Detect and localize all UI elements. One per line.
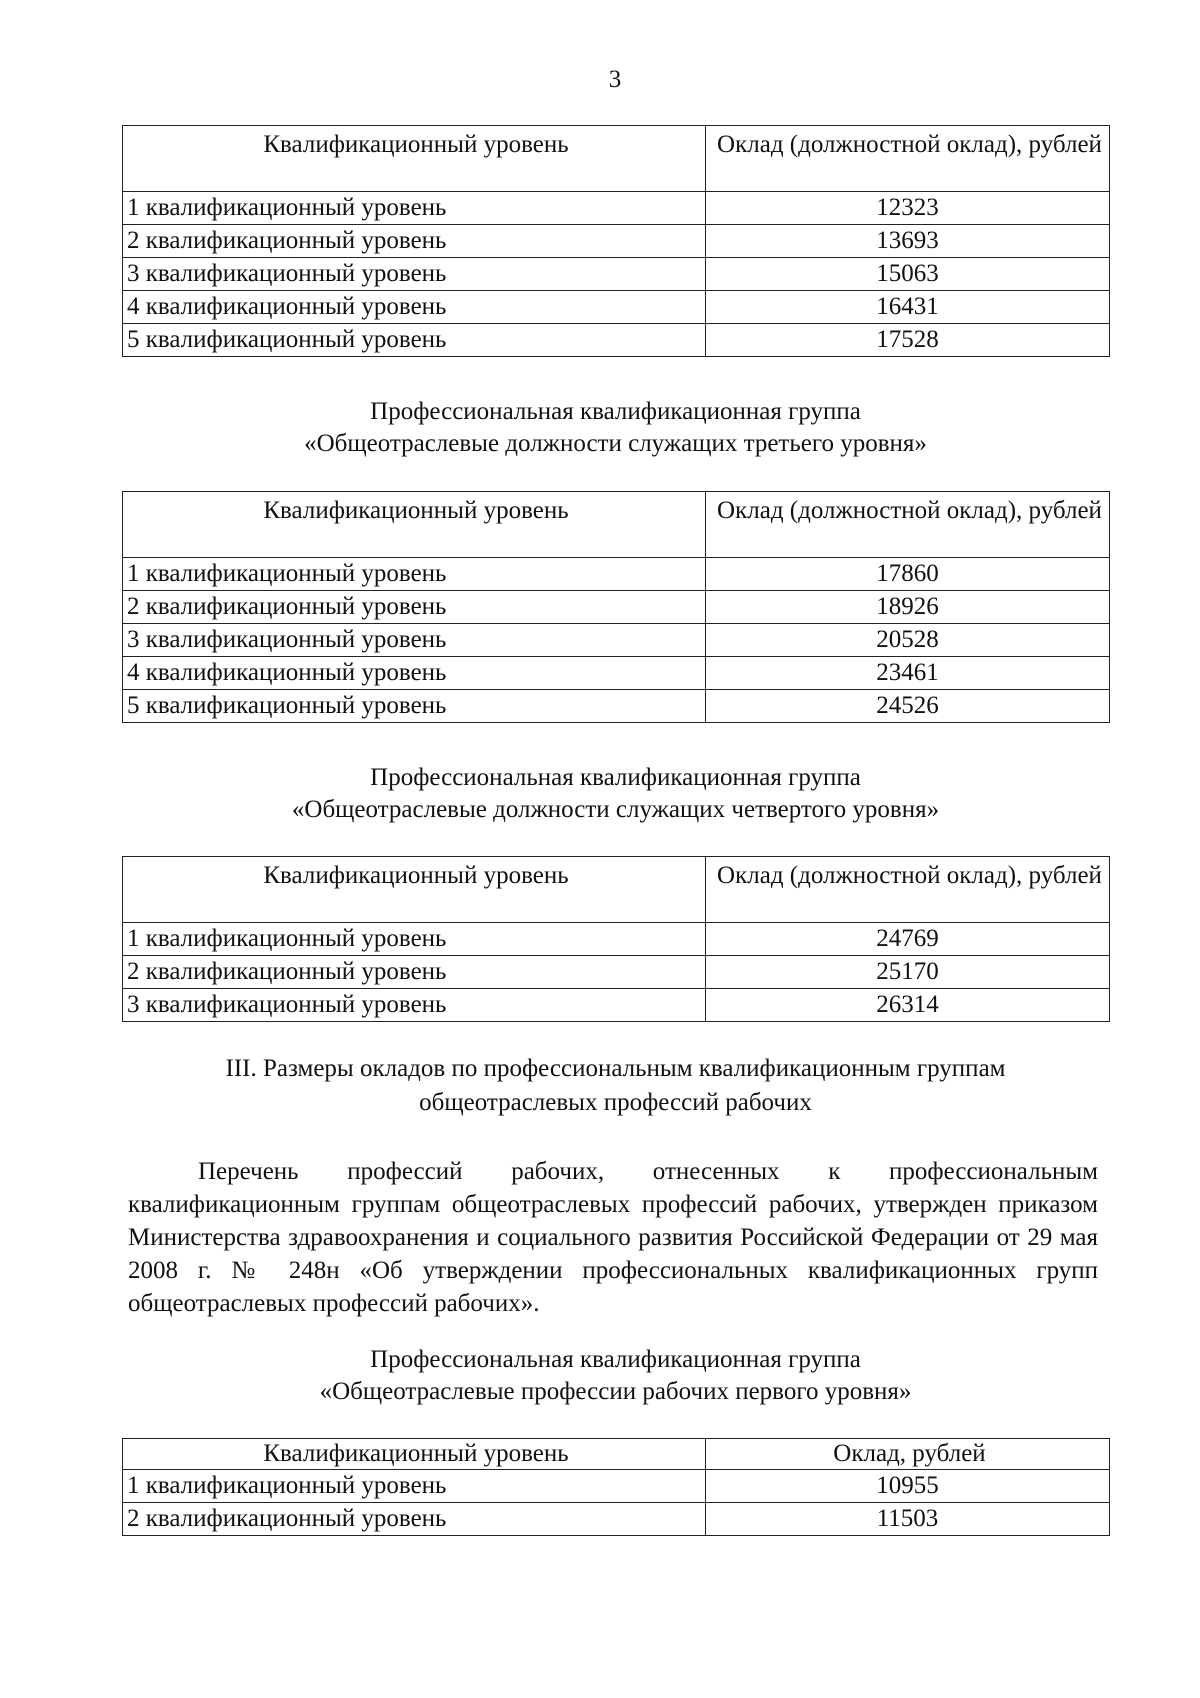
salary-table-3 [122,856,1110,1022]
header-level: Квалификационный уровень [123,1439,706,1470]
level-cell: 2 квалификационный уровень [123,1503,706,1536]
level-cell: 1 квалификационный уровень [123,558,706,591]
table-row [123,192,1110,225]
header-salary: Оклад (должностной оклад), рублей [706,126,1110,192]
level-cell: 2 квалификационный уровень [123,956,706,989]
salary-cell: 10955 [706,1470,1110,1503]
level-cell: 3 квалификационный уровень [123,989,706,1022]
header-salary: Оклад (должностной оклад), рублей [706,492,1110,558]
level-cell: 3 квалификационный уровень [123,258,706,291]
salary-cell: 18926 [706,591,1110,624]
group-title-line1: Профессиональная квалификационная группа [370,764,861,791]
level-cell: 1 квалификационный уровень [123,1470,706,1503]
salary-cell: 15063 [706,258,1110,291]
salary-cell: 24526 [706,690,1110,723]
table-header-row [123,1439,1110,1470]
section-title [122,1052,1109,1120]
salary-table-4 [122,1438,1110,1536]
table-row [123,657,1110,690]
table-row [123,923,1110,956]
salary-table-2 [122,491,1110,723]
table-row [123,690,1110,723]
table-row [123,1503,1110,1536]
salary-cell: 11503 [706,1503,1110,1536]
group-title-1 [122,396,1109,460]
salary-cell: 17528 [706,324,1110,357]
salary-cell: 25170 [706,956,1110,989]
table-row [123,324,1110,357]
group-title-line1: Профессиональная квалификационная группа [370,398,861,425]
salary-cell: 12323 [706,192,1110,225]
group-title-2 [122,762,1109,826]
group-title-line2: «Общеотраслевые должности служащих третьего уровня» [304,430,927,457]
salary-cell: 24769 [706,923,1110,956]
salary-cell: 23461 [706,657,1110,690]
header-salary: Оклад (должностной оклад), рублей [706,857,1110,923]
table-header-row [123,126,1110,192]
level-cell: 5 квалификационный уровень [123,324,706,357]
level-cell: 4 квалификационный уровень [123,291,706,324]
salary-table-1 [122,125,1110,357]
header-level: Квалификационный уровень [123,126,706,192]
level-cell: 1 квалификационный уровень [123,923,706,956]
table-row [123,624,1110,657]
header-level: Квалификационный уровень [123,492,706,558]
group-title-line1: Профессиональная квалификационная группа [370,1346,861,1373]
group-title-3 [122,1344,1109,1408]
table-row [123,1470,1110,1503]
salary-cell: 20528 [706,624,1110,657]
level-cell: 2 квалификационный уровень [123,225,706,258]
group-title-line2: «Общеотраслевые должности служащих четвертого уровня» [291,796,940,823]
level-cell: 4 квалификационный уровень [123,657,706,690]
level-cell: 2 квалификационный уровень [123,591,706,624]
group-title-line2: «Общеотраслевые профессии рабочих первого уровня» [319,1378,912,1405]
level-cell: 5 квалификационный уровень [123,690,706,723]
header-salary: Оклад, рублей [706,1439,1110,1470]
table-row [123,291,1110,324]
table-header-row [123,492,1110,558]
salary-cell: 26314 [706,989,1110,1022]
table-row [123,225,1110,258]
body-paragraph: Перечень профессий рабочих, отнесенных к профессиональным квалификационным группам общеотраслевых профессий рабочих, утвержден приказом Министерства здравоохранения и социального развития Российской Федерации от 29 мая 2008 г. № 248н «Об утверждении профессиональных квалификационных групп общеотраслевых профессий рабочих». [128,1158,1098,1317]
section-title-line1: III. Размеры окладов по профессиональным квалификационным группам [225,1055,1006,1082]
level-cell: 1 квалификационный уровень [123,192,706,225]
salary-cell: 13693 [706,225,1110,258]
table-header-row [123,857,1110,923]
table-row [123,956,1110,989]
level-cell: 3 квалификационный уровень [123,624,706,657]
table-row [123,558,1110,591]
page-number: 3 [608,66,622,93]
table-row [123,591,1110,624]
table-row [123,989,1110,1022]
salary-cell: 17860 [706,558,1110,591]
table-row [123,258,1110,291]
header-level: Квалификационный уровень [123,857,706,923]
section-title-line2: общеотраслевых профессий рабочих [419,1089,812,1116]
salary-cell: 16431 [706,291,1110,324]
